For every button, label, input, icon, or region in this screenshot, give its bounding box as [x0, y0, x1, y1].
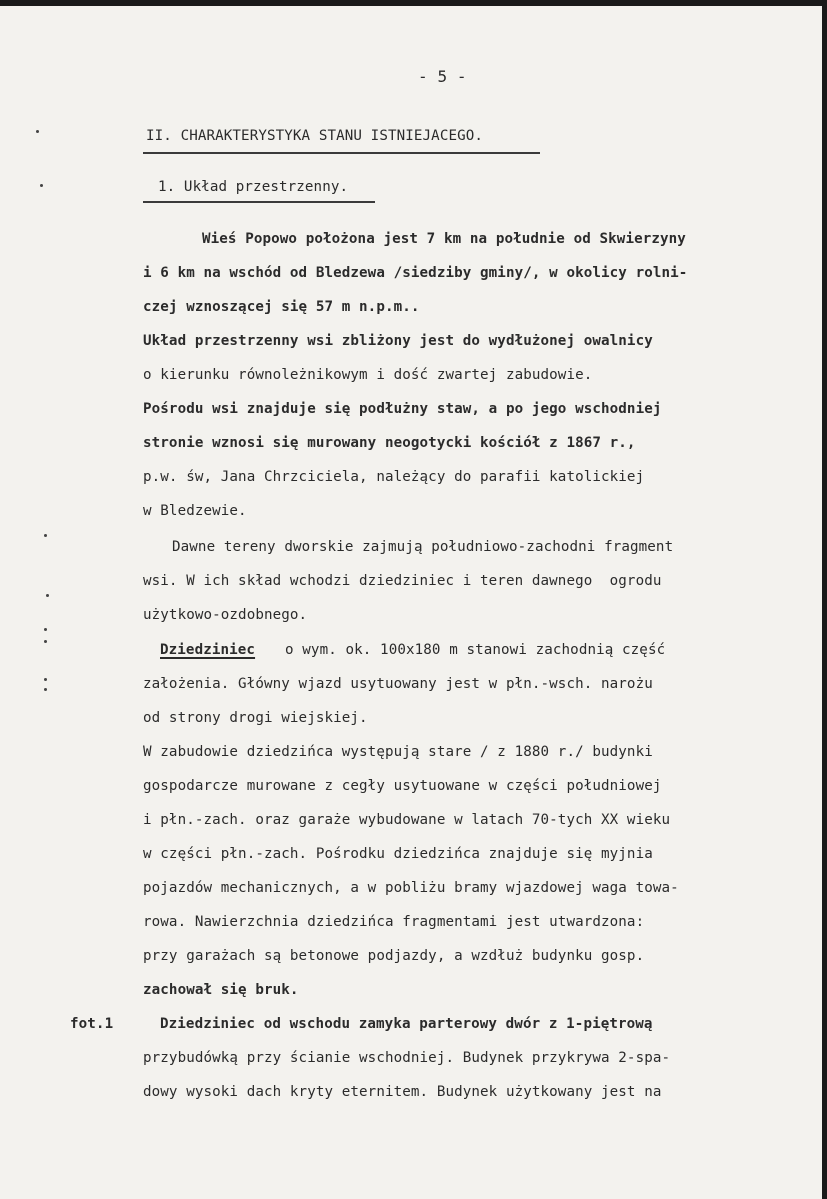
body-line: Dawne tereny dworskie zajmują południowo-zachodni fragment — [172, 539, 674, 555]
body-line: o kierunku równoleżnikowym i dość zwartej zabudowie. — [143, 367, 593, 383]
margin-mark — [44, 640, 47, 643]
body-line: dowy wysoki dach kryty eternitem. Budynek użytkowany jest na — [143, 1084, 662, 1100]
body-line: p.w. św, Jana Chrzciciela, należący do parafii katolickiej — [143, 469, 645, 485]
body-line: Układ przestrzenny wsi zbliżony jest do wydłużonej owalnicy — [143, 333, 653, 349]
body-line: przy garażach są betonowe podjazdy, a wzdłuż budynku gosp. — [143, 948, 645, 964]
margin-note-photo-ref: fot.1 — [70, 1016, 114, 1032]
body-line: Wieś Popowo położona jest 7 km na południe od Skwierzyny — [202, 231, 686, 247]
subsection-heading-underline — [143, 201, 375, 203]
body-line: użytkowo-ozdobnego. — [143, 607, 308, 623]
body-line: rowa. Nawierzchnia dziedzińca fragmentami jest utwardzona: — [143, 914, 645, 930]
body-line: Pośrodu wsi znajduje się podłużny staw, a po jego wschodniej — [143, 401, 662, 417]
body-line: zachował się bruk. — [143, 982, 299, 998]
body-line: założenia. Główny wjazd usytuowany jest w płn.-wsch. narożu — [143, 676, 653, 692]
section-heading-underline — [143, 152, 540, 154]
body-line: i 6 km na wschód od Bledzewa /siedziby gminy/, w okolicy rolni- — [143, 265, 688, 281]
body-line: w Bledzewie. — [143, 503, 247, 519]
body-line: gospodarcze murowane z cegły usytuowane w części południowej — [143, 778, 662, 794]
margin-mark — [44, 534, 47, 537]
margin-mark — [44, 688, 47, 691]
body-line: wsi. W ich skład wchodzi dziedziniec i teren dawnego ogrodu — [143, 573, 662, 589]
margin-mark — [36, 130, 39, 133]
page-number: - 5 - — [418, 67, 467, 86]
margin-mark — [46, 594, 49, 597]
body-line: czej wznoszącej się 57 m n.p.m.. — [143, 299, 420, 315]
underlined-term: Dziedziniec — [160, 642, 256, 658]
section-heading: II. CHARAKTERYSTYKA STANU ISTNIEJACEGO. — [146, 128, 484, 144]
body-line: przybudówką przy ścianie wschodniej. Budynek przykrywa 2-spa- — [143, 1050, 671, 1066]
body-line: Dziedziniec od wschodu zamyka parterowy dwór z 1-piętrową — [160, 1016, 653, 1032]
document-page — [0, 6, 822, 1199]
body-line: od strony drogi wiejskiej. — [143, 710, 368, 726]
body-line: W zabudowie dziedzińca występują stare / z 1880 r./ budynki — [143, 744, 653, 760]
subsection-heading: 1. Układ przestrzenny. — [158, 179, 349, 195]
body-line: pojazdów mechanicznych, a w pobliżu bramy wjazdowej waga towa- — [143, 880, 679, 896]
margin-mark — [40, 184, 43, 187]
body-line: w części płn.-zach. Pośrodku dziedzińca znajduje się myjnia — [143, 846, 653, 862]
margin-mark — [44, 678, 47, 681]
body-line: o wym. ok. 100x180 m stanowi zachodnią część — [285, 642, 666, 658]
margin-mark — [44, 628, 47, 631]
body-line: i płn.-zach. oraz garaże wybudowane w latach 70-tych XX wieku — [143, 812, 671, 828]
body-line: stronie wznosi się murowany neogotycki kościół z 1867 r., — [143, 435, 636, 451]
